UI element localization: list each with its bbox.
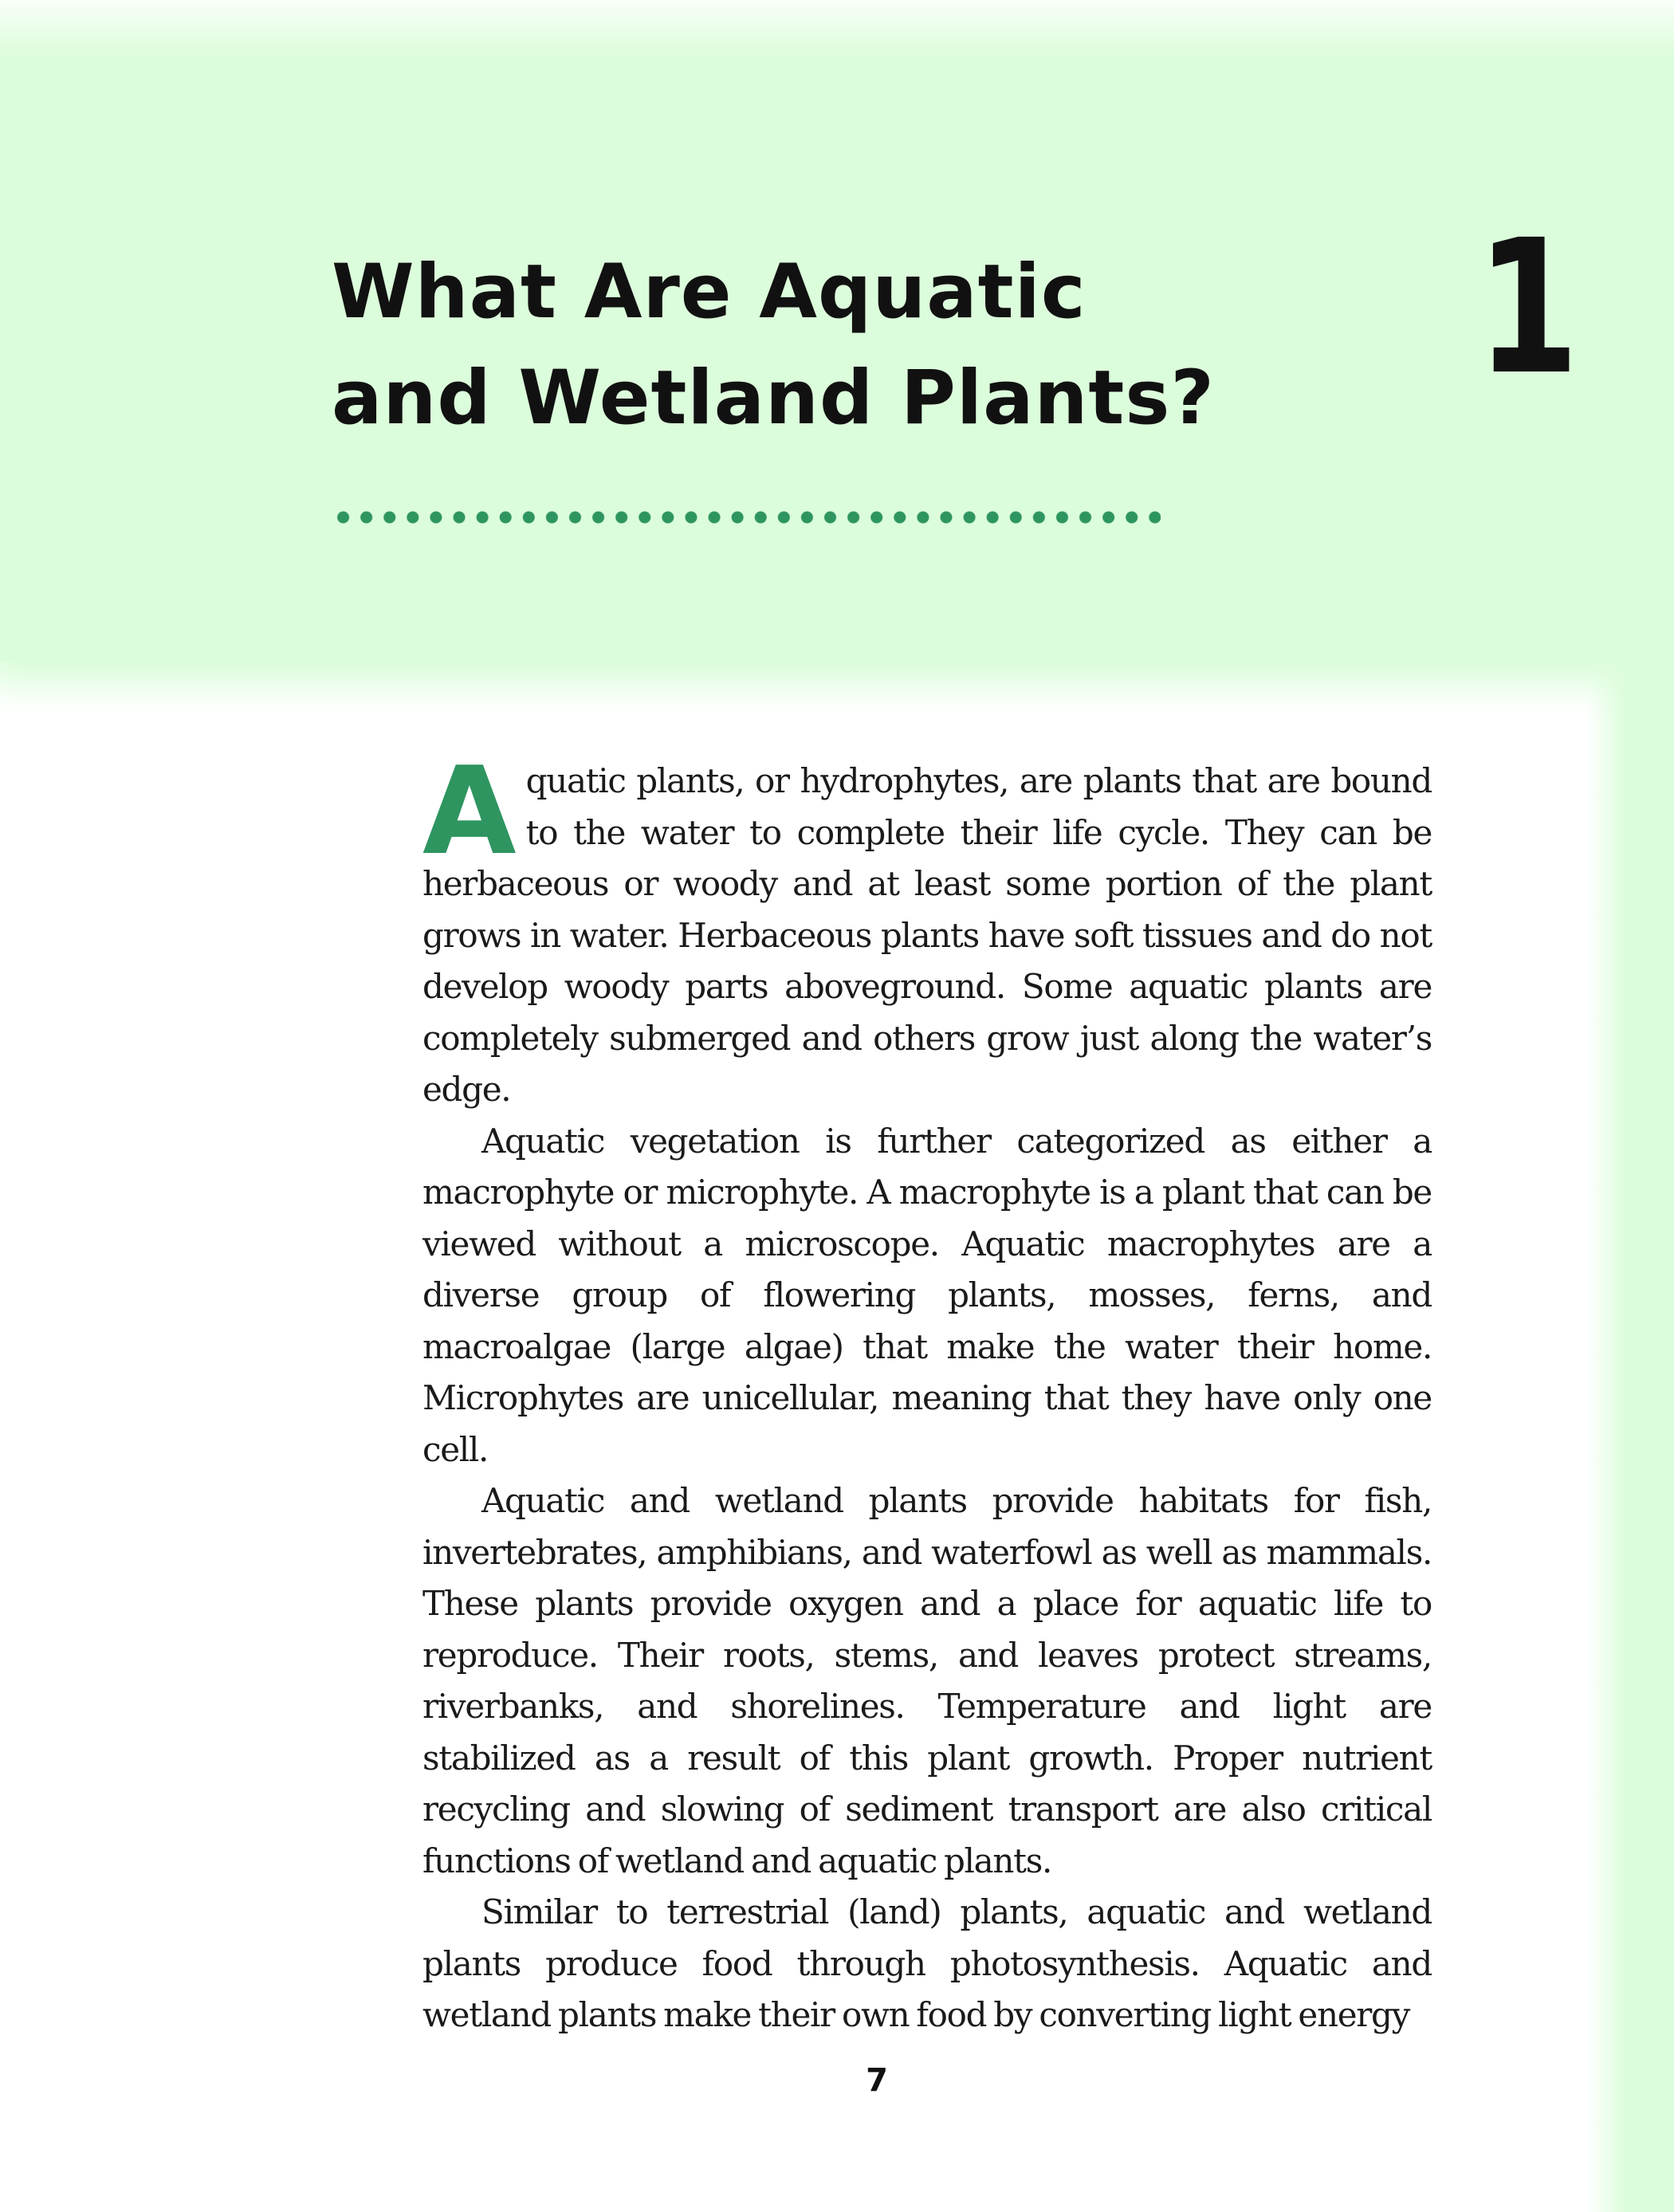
chapter-number: 1 (1476, 200, 1580, 415)
chapter-title-line-2: and Wetland Plants? (332, 355, 1215, 442)
paragraph-1 (422, 741, 1432, 1116)
page-number: 7 (866, 2062, 888, 2099)
top-edge-fade (0, 0, 1674, 56)
right-margin-band (1586, 622, 1674, 2212)
paragraph-1-text: quatic plants, or hydrophytes, are plants that are bound to the water to complete their life cycle. They can be herbaceous or woody and at least some portion of the plant grows in water. Herbaceous plants have soft tissues and do not develop woody parts aboveground. Some aquatic plants are completely submerged and others grow just along the water’s edge. (422, 761, 1432, 1109)
body-text (422, 741, 1432, 2041)
dotted-divider (332, 510, 1161, 525)
paragraph-4: Similar to terrestrial (land) plants, aquatic and wetland plants produce food through photosynthesis. Aquatic and wetland plants make their own food by converting light energy (422, 1892, 1432, 2034)
chapter-title-line-1: What Are Aquatic (332, 249, 1087, 336)
paragraph-2: Aquatic vegetation is further categorized as either a macrophyte or microphyte. A macrophyte is a plant that can be viewed without a microscope. Aquatic macrophytes are a diverse group of flowering plants, mosses, ferns, and macroalgae (large algae) that make the water their home. Microphytes are unicellular, meaning that they have only one cell. (422, 1121, 1432, 1469)
drop-cap: A (422, 741, 517, 882)
paragraph-3: Aquatic and wetland plants provide habitats for fish, invertebrates, amphibians, and waterfowl as well as mammals. These plants provide oxygen and a place for aquatic life to reproduce. Their roots, stems, and leaves protect streams, riverbanks, and shorelines. Temperature and light are stabilized as a result of this plant growth. Proper nutrient recycling and slowing of sediment transport are also critical functions of wetland and aquatic plants. (422, 1481, 1432, 1880)
chapter-title (332, 239, 1288, 451)
